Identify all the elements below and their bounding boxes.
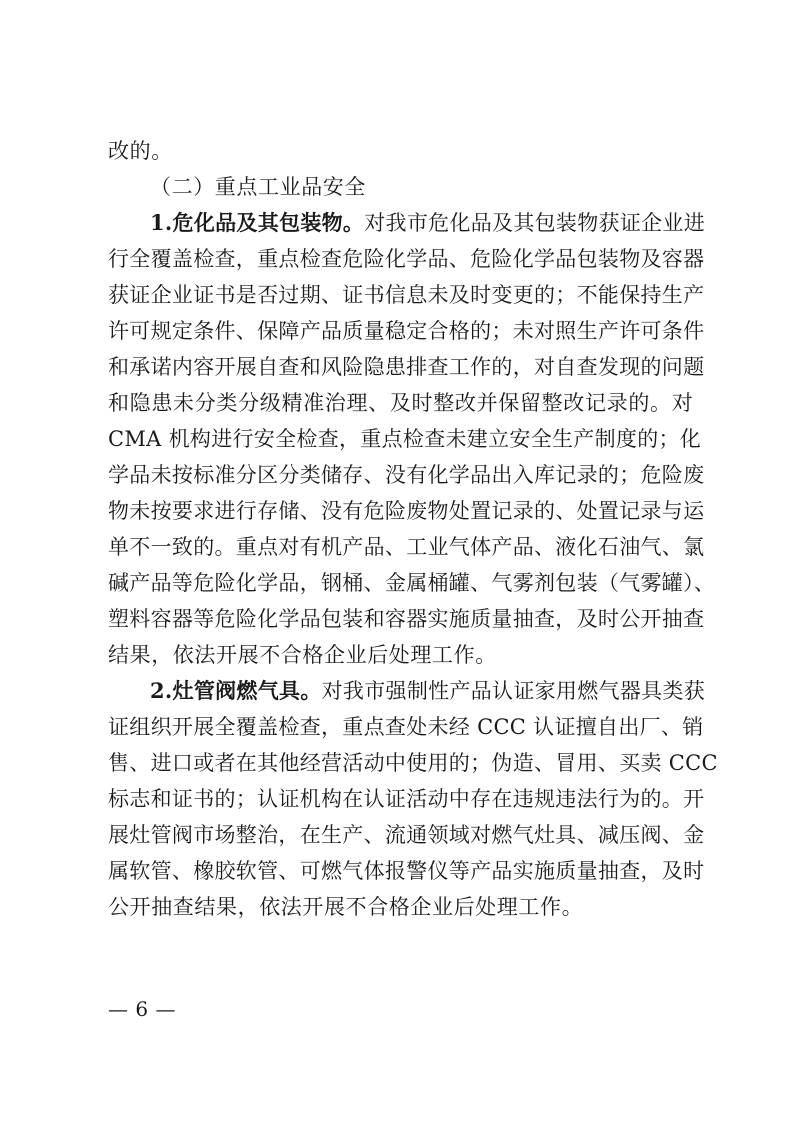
paragraph-line: 获证企业证书是否过期、证书信息未及时变更的；不能保持生产	[108, 283, 705, 307]
subsection-heading: 1.危化品及其包装物。	[150, 210, 365, 235]
paragraph-line: 改的。	[108, 139, 173, 163]
page-number: — 6 —	[108, 997, 176, 1021]
paragraph-line: 学品未按标准分区分类储存、没有化学品出入库记录的；危险废	[108, 463, 705, 487]
paragraph-line: 单不一致的。重点对有机产品、工业气体产品、液化石油气、氯	[108, 535, 705, 559]
paragraph-line: 售、进口或者在其他经营活动中使用的；伪造、冒用、买卖 CCC	[108, 751, 718, 775]
paragraph-line: 证组织开展全覆盖检查，重点查处未经 CCC 认证擅自出厂、销	[108, 715, 704, 739]
paragraph-line: 塑料容器等危险化学品包装和容器实施质量抽查，及时公开抽查	[108, 607, 705, 631]
paragraph-line: 属软管、橡胶软管、可燃气体报警仪等产品实施质量抽查，及时	[108, 859, 705, 883]
paragraph-line: 碱产品等危险化学品，钢桶、金属桶罐、气雾剂包装（气雾罐）、	[108, 571, 716, 595]
paragraph-line: 许可规定条件、保障产品质量稳定合格的；未对照生产许可条件	[108, 319, 705, 343]
paragraph-line: 和承诺内容开展自查和风险隐患排查工作的，对自查发现的问题	[108, 355, 705, 379]
paragraph-text: 对我市危化品及其包装物获证企业进	[364, 211, 706, 235]
paragraph-text: 对我市强制性产品认证家用燃气器具类获	[321, 679, 706, 703]
paragraph-line: 物未按要求进行存储、没有危险废物处置记录的、处置记录与运	[108, 499, 705, 523]
paragraph-line: 标志和证书的；认证机构在认证活动中存在违规违法行为的。开	[108, 787, 705, 811]
paragraph-line: 行全覆盖检查，重点检查危险化学品、危险化学品包装物及容器	[108, 247, 705, 271]
paragraph-line	[150, 205, 706, 241]
paragraph-line: CMA 机构进行安全检查，重点检查未建立安全生产制度的；化	[108, 427, 702, 451]
subsection-heading: 2.灶管阀燃气具。	[150, 678, 322, 703]
paragraph-line: 和隐患未分类分级精准治理、及时整改并保留整改记录的。对	[108, 391, 693, 415]
paragraph-line: 结果，依法开展不合格企业后处理工作。	[108, 643, 497, 667]
paragraph-line: 展灶管阀市场整治，在生产、流通领域对燃气灶具、减压阀、金	[108, 823, 705, 847]
paragraph-line: 公开抽查结果，依法开展不合格企业后处理工作。	[108, 895, 584, 919]
section-heading: （二）重点工业品安全	[150, 175, 366, 199]
paragraph-line	[150, 673, 706, 709]
